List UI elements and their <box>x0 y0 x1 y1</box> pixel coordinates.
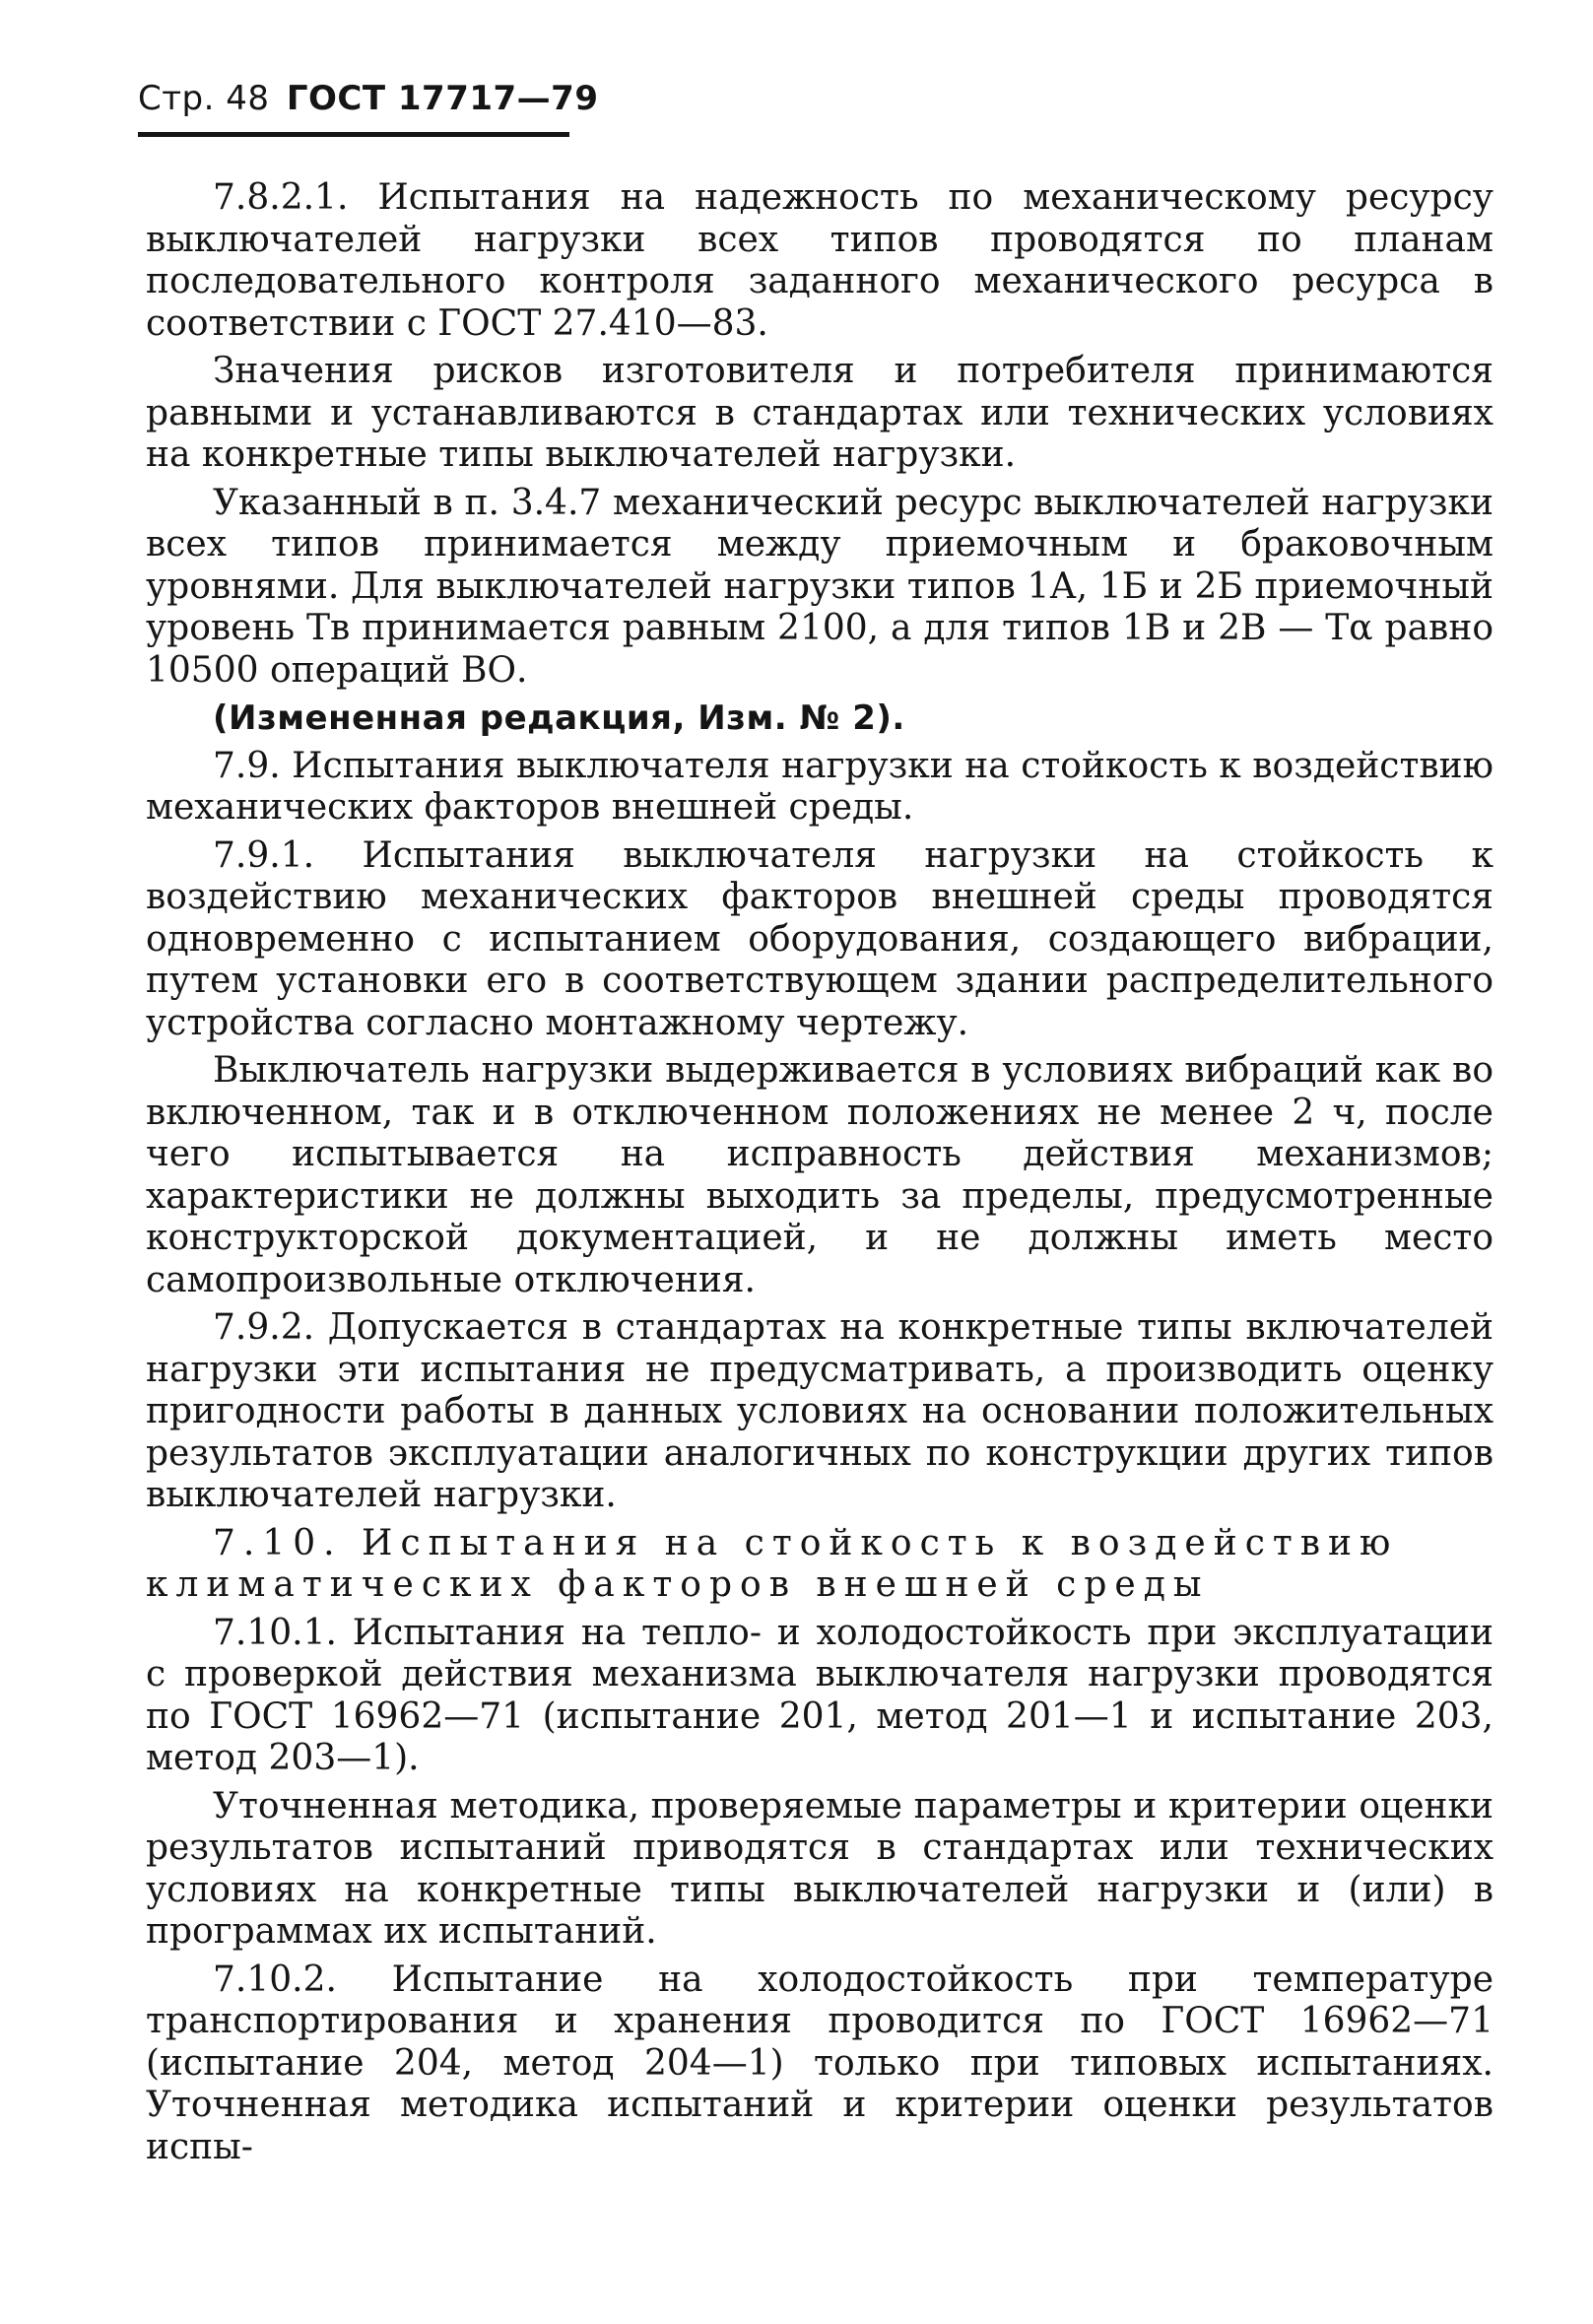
section-heading-7-10: 7.10. Испытания на стойкость к воздействию климатических факторов внешней среды <box>146 1522 1399 1605</box>
paragraph-7-9-2: 7.9.2. Допускается в стандартах на конкретные типы включателей нагрузки эти испытания не предусматривать, а производить оценку пригодности работы в данных условиях на основании положительных результатов эксплуатации аналогичных по конструкции других типов выключателей нагрузки. <box>146 1307 1493 1515</box>
page-header <box>138 79 598 118</box>
paragraph-vibration: Выключатель нагрузки выдерживается в условиях вибраций как во включенном, так и в отключенном положениях не менее 2 ч, после чего испытывается на исправность действия механизмов; характеристики не должны выходить за пределы, предусмотренные конструкторской документацией, и не должны иметь место самопроизвольные отключения. <box>146 1050 1493 1300</box>
standard-number: ГОСТ 17717—79 <box>286 79 599 118</box>
paragraph-risk-values: Значения рисков изготовителя и потребителя принимаются равными и устанавливаются в стандартах или технических условиях на конкретные типы выключателей нагрузки. <box>146 351 1493 475</box>
paragraph-refined-method: Уточненная методика, проверяемые параметры и критерии оценки результатов испытаний приводятся в стандартах или технических условиях на конкретные типы выключателей нагрузки и (или) в программах их испытаний. <box>146 1785 1493 1952</box>
page-number: Стр. 48 <box>138 79 270 118</box>
header-rule <box>138 132 569 137</box>
document-body <box>146 177 1493 2168</box>
paragraph-mechanical-resource: Указанный в п. 3.4.7 механический ресурс выключателей нагрузки всех типов принимается между приемочным и браковочным уровнями. Для выключателей нагрузки типов 1А, 1Б и 2Б приемочный уровень Tв принимается равным 2100, а для типов 1В и 2В — Tα равно 10500 операций ВО. <box>146 482 1493 691</box>
paragraph-7-10-2: 7.10.2. Испытание на холодостойкость при температуре транспортирования и хранения проводится по ГОСТ 16962—71 (испытание 204, метод 204—1) только при типовых испытаниях. Уточненная методика испытаний и критерии оценки результатов испы- <box>146 1959 1493 2167</box>
paragraph-7-8-2-1: 7.8.2.1. Испытания на надежность по механическому ресурсу выключателей нагрузки всех типов проводятся по планам последовательного контроля заданного механического ресурса в соответствии с ГОСТ 27.410—83. <box>146 177 1493 344</box>
amendment-note: (Измененная редакция, Изм. № 2). <box>213 698 905 738</box>
paragraph-7-9-1: 7.9.1. Испытания выключателя нагрузки на стойкость к воздействию механических факторов внешней среды проводятся одновременно с испытанием оборудования, создающего вибрации, путем установки его в соответствующем здании распределительного устройства согласно монтажному чертежу. <box>146 834 1493 1043</box>
paragraph-7-10-1: 7.10.1. Испытания на тепло- и холодостойкость при эксплуатации с проверкой действия механизма выключателя нагрузки проводятся по ГОСТ 16962—71 (испытание 201, метод 201—1 и испытание 203, метод 203—1). <box>146 1612 1493 1778</box>
paragraph-7-9: 7.9. Испытания выключателя нагрузки на стойкость к воздействию механических факторов внешней среды. <box>146 745 1493 828</box>
